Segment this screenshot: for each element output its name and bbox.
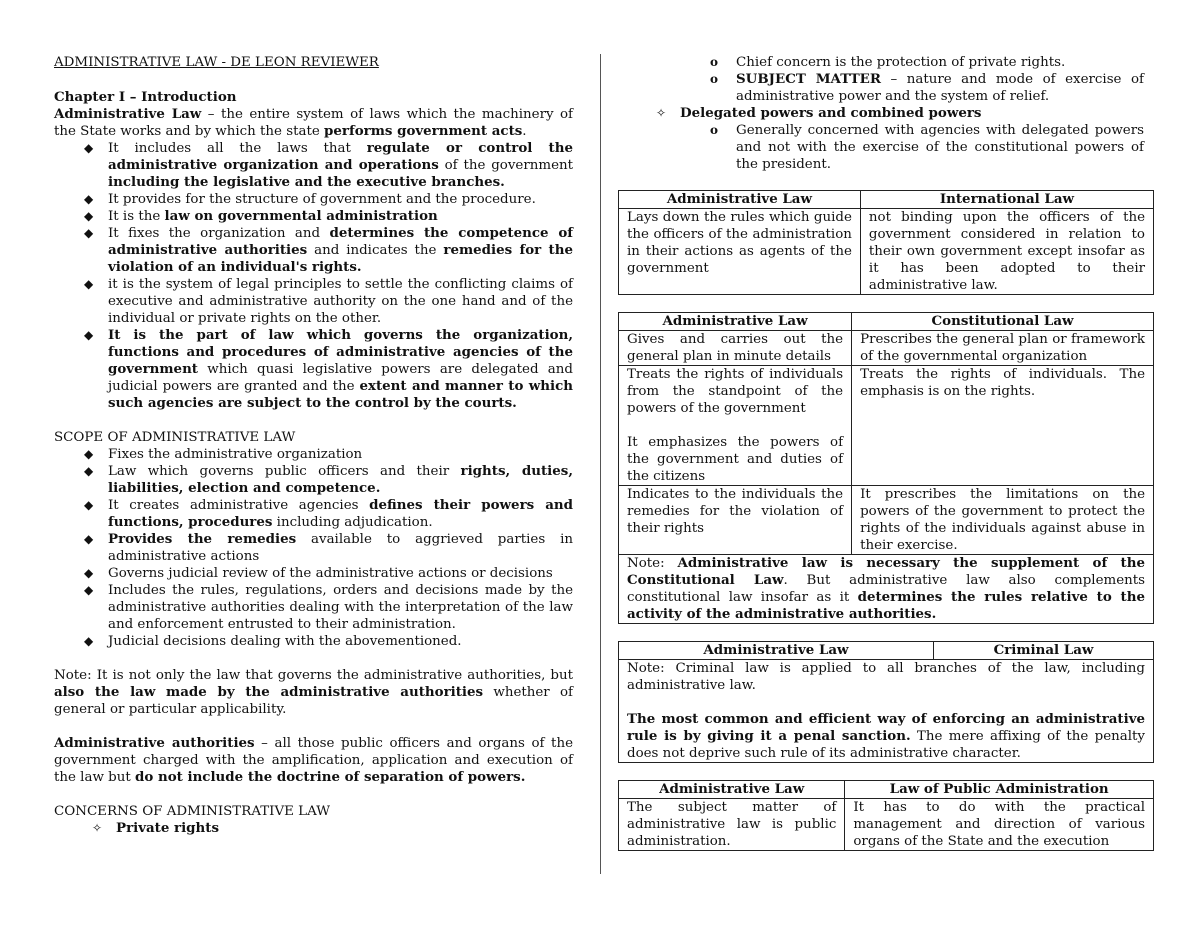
- intro-bullet-list: [54, 140, 573, 412]
- scope-bullet-list: [54, 446, 573, 650]
- criminal-law-table: Administrative Law Criminal Law Note: Criminal law is applied to all branches of the law, including administrative law. The most common and efficient way of enforcing an administrative rule is by giving it a penal sanction. The mere affixing of the penalty does not deprive such rule of its administrative character.: [618, 641, 1154, 763]
- list-item: ◆ It is the part of law which governs the organization, functions and procedures of administrative agencies of the government which quasi legislative powers are delegated and judicial powers are granted and the extent and manner to which such agencies are subject to the control by the courts.: [84, 327, 573, 411]
- delegated-powers-item: ✧ Delegated powers and combined powers: [656, 105, 982, 121]
- note-paragraph: Note: It is not only the law that governs the administrative authorities, but also the law made by the administrative authorities whether of general or particular applicability.: [54, 668, 574, 717]
- delegated-sub-list: [618, 122, 1154, 173]
- list-item: ◆ Includes the rules, regulations, orders and decisions made by the administrative authorities dealing with the interpretation of the law and enforcement entrusted to their administration.: [84, 583, 573, 632]
- list-item: ◆ Law which governs public officers and their rights, duties, liabilities, election and competence.: [84, 463, 573, 496]
- diamond-bullet-icon: ◆: [84, 583, 94, 597]
- diamond-bullet-icon: ◆: [84, 277, 94, 291]
- diamond-bullet-icon: ◆: [84, 532, 94, 546]
- four-star-bullet-icon: ✧: [92, 821, 103, 835]
- list-item: o Generally concerned with agencies with delegated powers and not with the exercise of the constitutional powers of the president.: [710, 123, 1144, 172]
- authorities-paragraph: Administrative authorities – all those public officers and organs of the government charged with the amplification, application and execution of the law but do not include the doctrine of separation of powers.: [54, 735, 573, 785]
- list-item: ◆ It includes all the laws that regulate or control the administrative organization and operations of the government including the legislative and the executive branches.: [84, 140, 573, 190]
- circle-bullet-icon: o: [710, 55, 719, 69]
- list-item: ◆ Fixes the administrative organization: [84, 447, 363, 462]
- definition-paragraph: [54, 106, 573, 140]
- right-column: [618, 54, 1154, 851]
- list-item: o Chief concern is the protection of private rights.: [710, 55, 1066, 70]
- list-item: ◆ It creates administrative agencies defines their powers and functions, procedures including adjudication.: [84, 497, 573, 530]
- private-rights-item: ✧ Private rights: [92, 820, 219, 836]
- diamond-bullet-icon: ◆: [84, 209, 94, 223]
- definition-end: .: [522, 124, 527, 139]
- circle-bullet-icon: o: [710, 123, 719, 137]
- concern-sub-list: [618, 54, 1154, 105]
- list-item: ◆ Judicial decisions dealing with the abovementioned.: [84, 634, 462, 649]
- diamond-bullet-icon: ◆: [84, 192, 94, 206]
- definition-text: – the entire system of laws which the machinery of the State works and by which the state: [54, 107, 574, 139]
- circle-bullet-icon: o: [710, 72, 719, 86]
- diamond-bullet-icon: ◆: [84, 141, 94, 155]
- diamond-bullet-icon: ◆: [84, 566, 94, 580]
- left-column: [54, 54, 573, 837]
- diamond-bullet-icon: ◆: [84, 634, 94, 648]
- list-item: ◆ Governs judicial review of the administrative actions or decisions: [84, 566, 553, 581]
- diamond-bullet-icon: ◆: [84, 328, 94, 342]
- international-law-table: Administrative Law International Law Lays down the rules which guide the officers of the administration in their actions as agents of the government not binding upon the officers of the government considered in relation to their own government except insofar as it has been adopted to their administrative law.: [618, 190, 1154, 295]
- constitutional-law-table: Administrative Law Constitutional Law Gives and carries out the general plan in minute details Prescribes the general plan or framework of the governmental organization Treats the rights of individuals from the standpoint of the powers of the government It emphasizes the powers of the government and duties of the citizens Treats the rights of individuals. The emphasis is on the rights. Indicates to the individuals the remedies for the violation of their rights It prescribes the limitations on the powers of the government to protect the rights of the individuals against abuse in their exercise. Note: Administrative law is necessary the supplement of the Constitutional Law. But administrative law also complements constitutional law insofar as it determines the rules relative to the activity of the administrative authorities.: [618, 312, 1154, 624]
- list-item: ◆ It is the law on governmental administration: [84, 208, 438, 224]
- document-title: ADMINISTRATIVE LAW - DE LEON REVIEWER: [54, 55, 379, 70]
- list-item: o SUBJECT MATTER – nature and mode of exercise of administrative power and the system of relief.: [710, 71, 1145, 104]
- diamond-bullet-icon: ◆: [84, 498, 94, 512]
- column-divider: [600, 54, 601, 874]
- scope-heading: SCOPE OF ADMINISTRATIVE LAW: [54, 430, 296, 445]
- concerns-heading: CONCERNS OF ADMINISTRATIVE LAW: [54, 804, 330, 819]
- list-item: ◆ It fixes the organization and determines the competence of administrative authorities and indicates the remedies for the violation of an individual's rights.: [84, 225, 574, 275]
- diamond-bullet-icon: ◆: [84, 464, 94, 478]
- list-item: ◆ Provides the remedies available to aggrieved parties in administrative actions: [84, 531, 573, 564]
- public-administration-table: Administrative Law Law of Public Administration The subject matter of administrative law is public administration. It has to do with the practical management and direction of various organs of the State and the execution: [618, 780, 1154, 851]
- definition-term: Administrative Law: [54, 106, 202, 122]
- list-item: ◆ It provides for the structure of government and the procedure.: [84, 192, 536, 207]
- definition-bold: performs government acts: [324, 123, 523, 139]
- list-item: ◆ it is the system of legal principles to settle the conflicting claims of executive and administrative authority on the one hand and of the individual or private rights on the other.: [84, 277, 573, 326]
- chapter-heading: Chapter I – Introduction: [54, 89, 237, 105]
- diamond-bullet-icon: ◆: [84, 447, 94, 461]
- four-star-bullet-icon: ✧: [656, 106, 667, 120]
- diamond-bullet-icon: ◆: [84, 226, 94, 240]
